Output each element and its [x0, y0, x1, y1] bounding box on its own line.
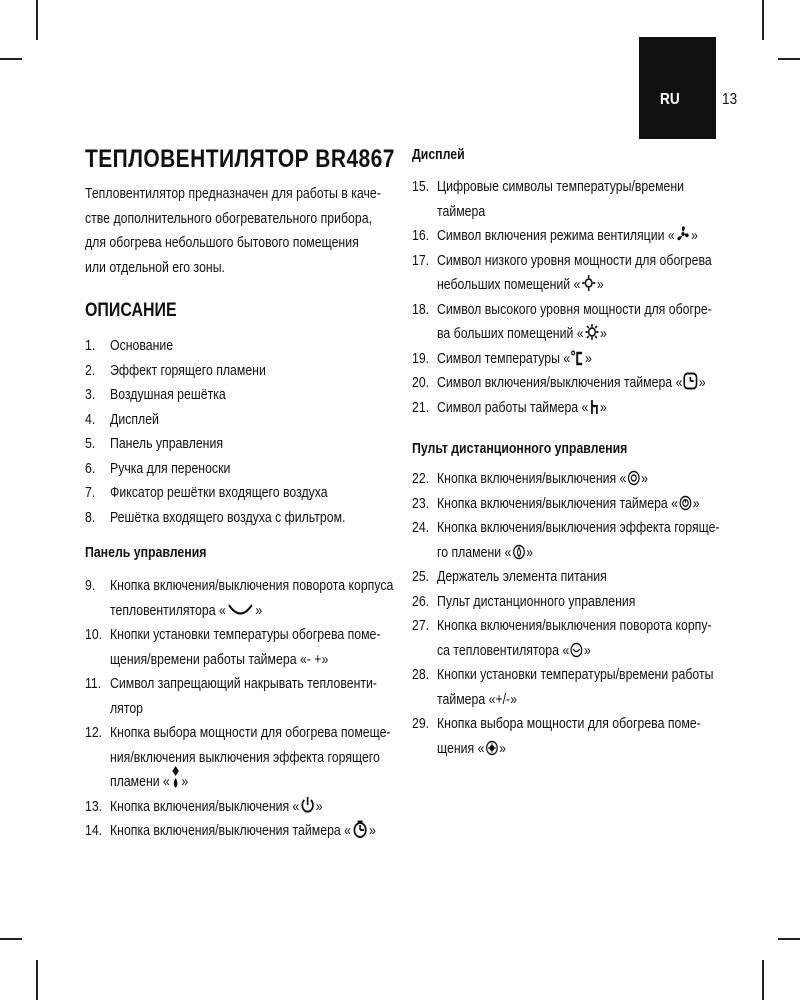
item-number: 29. — [412, 715, 430, 732]
item-text: » — [255, 601, 263, 619]
intro-line: Тепловентилятор предназначен для работы в каче- — [85, 185, 381, 202]
item-number: 6. — [85, 459, 96, 477]
item-number: 19. — [412, 349, 430, 367]
crop-mark — [36, 0, 38, 40]
item-text: » — [583, 641, 591, 659]
timer-running-icon — [589, 399, 599, 415]
item-number: 1. — [85, 337, 96, 354]
item-text-line — [437, 347, 667, 372]
crop-mark — [0, 58, 22, 60]
item-number: 11. — [85, 675, 102, 692]
item-text: са тепловентилятора « — [437, 641, 570, 659]
item-text: Символ низкого уровня мощности для обогрева — [437, 251, 712, 269]
item-text: Цифровые символы температуры/времени — [437, 178, 685, 195]
list-item — [85, 574, 394, 623]
item-text: щения/времени работы таймера «- +» — [110, 650, 329, 668]
item-text: Кнопка включения/выключения таймера « — [437, 494, 679, 512]
list-item — [85, 359, 390, 384]
item-text: Символ запрещающий накрывать тепловенти- — [110, 675, 377, 692]
list-item — [412, 663, 717, 712]
list-item — [412, 396, 717, 421]
item-text: Воздушная решётка — [110, 386, 226, 403]
remote-power-level-icon — [485, 740, 498, 756]
list-item — [85, 481, 390, 506]
item-number: 22. — [412, 470, 430, 487]
item-number: 18. — [412, 300, 430, 318]
control-panel-heading: Панель управления — [85, 544, 207, 561]
item-text: Символ высокого уровня мощности для обогре- — [437, 300, 712, 318]
item-text: Пульт дистанционного управления — [437, 592, 636, 610]
intro-paragraph — [85, 182, 446, 280]
language-tab — [639, 37, 716, 139]
item-number: 4. — [85, 410, 96, 428]
list-item — [412, 614, 717, 663]
item-text: Символ включения режима вентиляции « — [437, 227, 675, 244]
item-number: 9. — [85, 577, 96, 594]
item-number: 14. — [85, 822, 103, 839]
list-item — [412, 249, 717, 298]
item-text: Кнопки установки температуры/времени работы — [437, 666, 714, 683]
intro-line: или отдельной его зоны. — [85, 258, 225, 276]
item-number: 25. — [412, 568, 430, 585]
item-number: 17. — [412, 251, 430, 269]
intro-line: для обогрева небольшого бытового помещения — [85, 234, 359, 251]
item-text-line — [437, 737, 667, 762]
power-icon — [300, 796, 315, 814]
item-text: » — [599, 325, 607, 342]
remote-flame-icon — [512, 544, 525, 560]
crop-mark — [778, 58, 800, 60]
list-item — [85, 334, 390, 359]
item-text: Кнопка включения/выключения эффекта горяще- — [437, 519, 720, 536]
item-text: Кнопка включения/выключения поворота корпуса — [110, 577, 394, 594]
item-text: » — [691, 227, 698, 244]
description-list — [85, 334, 390, 530]
item-text-line — [437, 273, 667, 298]
item-number: 28. — [412, 666, 430, 683]
item-text: Кнопка включения/выключения « — [437, 470, 627, 487]
item-text: » — [369, 822, 376, 839]
item-text: Фиксатор решётки входящего воздуха — [110, 484, 328, 501]
item-text: Кнопка выбора мощности для обогрева поме- — [437, 715, 701, 732]
list-item — [85, 672, 390, 721]
list-item — [412, 492, 717, 517]
item-text: го пламени « — [437, 543, 512, 561]
flame-power-icon — [171, 771, 181, 789]
item-text: » — [641, 470, 649, 487]
item-number: 16. — [412, 227, 430, 244]
crop-mark — [0, 938, 22, 940]
item-text: » — [315, 797, 323, 815]
list-item — [412, 712, 717, 761]
item-text-line — [110, 599, 340, 624]
list-item — [412, 516, 720, 565]
item-text: » — [692, 494, 700, 512]
item-text: Ручка для переноски — [110, 459, 231, 477]
item-text: пламени « — [110, 773, 170, 790]
item-text: Кнопка включения/выключения поворота корпу- — [437, 617, 712, 634]
list-item — [85, 623, 390, 672]
list-item — [412, 590, 717, 615]
item-text-line — [110, 819, 376, 844]
item-number: 23. — [412, 494, 430, 512]
item-number: 10. — [85, 626, 103, 643]
item-number: 21. — [412, 398, 430, 416]
list-item — [85, 408, 390, 433]
remote-rotation-icon — [570, 642, 583, 658]
item-text: Решётка входящего воздуха с фильтром. — [110, 508, 346, 526]
crop-mark — [762, 960, 764, 1000]
item-text-line — [437, 396, 667, 421]
item-number: 2. — [85, 361, 96, 379]
item-text-line — [437, 467, 667, 492]
item-number: 24. — [412, 519, 430, 536]
item-number: 3. — [85, 386, 96, 403]
item-text: таймера «+/-» — [437, 690, 517, 708]
item-number: 13. — [85, 797, 103, 815]
timer-icon — [683, 372, 698, 390]
list-item — [412, 347, 717, 372]
item-number: 26. — [412, 592, 430, 610]
rotation-icon — [227, 602, 255, 618]
high-power-icon — [584, 323, 599, 341]
item-text-line — [437, 492, 700, 517]
item-text: Символ температуры « — [437, 349, 571, 367]
item-text: Символ включения/выключения таймера « — [437, 374, 683, 391]
item-text: щения « — [437, 739, 485, 757]
remote-power-icon — [627, 470, 640, 486]
list-item — [85, 795, 390, 820]
page-title: ТЕПЛОВЕНТИЛЯТОР BR4867 — [85, 145, 395, 173]
item-text-line — [437, 639, 667, 664]
item-number: 12. — [85, 724, 103, 741]
remote-timer-icon — [679, 495, 692, 511]
item-text-line — [110, 795, 340, 820]
item-text-line — [437, 541, 667, 566]
remote-heading: Пульт дистанционного управления — [412, 440, 628, 457]
item-text: тепловентилятора « — [110, 601, 226, 619]
list-item — [412, 371, 717, 396]
item-text: Кнопка включения/выключения таймера « — [110, 822, 352, 839]
item-text: » — [596, 276, 604, 293]
display-list — [412, 175, 717, 420]
item-number: 7. — [85, 484, 96, 501]
item-number: 27. — [412, 617, 430, 634]
crop-mark — [36, 960, 38, 1000]
item-text: Эффект горящего пламени — [110, 361, 266, 379]
timer-icon — [352, 820, 368, 838]
item-text: лятор — [110, 699, 144, 717]
crop-mark — [778, 938, 800, 940]
description-heading: ОПИСАНИЕ — [85, 300, 177, 321]
item-text: таймера — [437, 202, 486, 220]
item-number: 8. — [85, 508, 96, 526]
list-item — [85, 819, 390, 844]
item-text: Основание — [110, 337, 174, 354]
item-text: » — [584, 349, 592, 367]
item-text-line — [110, 770, 340, 795]
item-text: ния/включения выключения эффекта горящего — [110, 748, 380, 766]
celsius-icon — [571, 350, 584, 366]
item-text: » — [698, 374, 706, 391]
item-text-line — [437, 371, 706, 396]
list-item — [85, 457, 390, 482]
item-text-line — [437, 224, 698, 249]
fan-icon — [676, 225, 691, 243]
item-number: 20. — [412, 374, 430, 391]
item-text: Дисплей — [110, 410, 159, 428]
list-item — [412, 298, 717, 347]
list-item — [85, 721, 390, 795]
item-text: Кнопки установки температуры обогрева поме- — [110, 626, 381, 643]
list-item — [412, 467, 717, 492]
list-item — [85, 506, 390, 531]
page-number: 13 — [722, 91, 738, 108]
list-item — [85, 383, 390, 408]
item-text: Панель управления — [110, 435, 224, 452]
intro-line: стве дополнительного обогревательного прибора, — [85, 209, 372, 227]
low-power-icon — [581, 274, 596, 292]
item-text: Кнопка включения/выключения « — [110, 797, 300, 815]
item-text-line — [437, 322, 667, 347]
item-text: » — [499, 739, 507, 757]
list-item — [85, 432, 390, 457]
remote-list — [412, 467, 720, 761]
item-number: 5. — [85, 435, 96, 452]
item-text: Символ работы таймера « — [437, 398, 589, 416]
item-number: 15. — [412, 178, 430, 195]
crop-mark — [762, 0, 764, 40]
item-text: » — [526, 543, 533, 561]
display-heading: Дисплей — [412, 146, 465, 163]
language-label: RU — [660, 91, 680, 108]
item-text: » — [181, 773, 189, 790]
list-item — [412, 175, 717, 224]
item-text: ва больших помещений « — [437, 325, 584, 342]
item-text: Кнопка выбора мощности для обогрева помеще- — [110, 724, 391, 741]
item-text: небольших помещений « — [437, 276, 581, 293]
list-item — [412, 224, 717, 249]
list-item — [412, 565, 717, 590]
item-text: Держатель элемента питания — [437, 568, 607, 585]
control-panel-list — [85, 574, 394, 844]
item-text: » — [599, 398, 607, 416]
